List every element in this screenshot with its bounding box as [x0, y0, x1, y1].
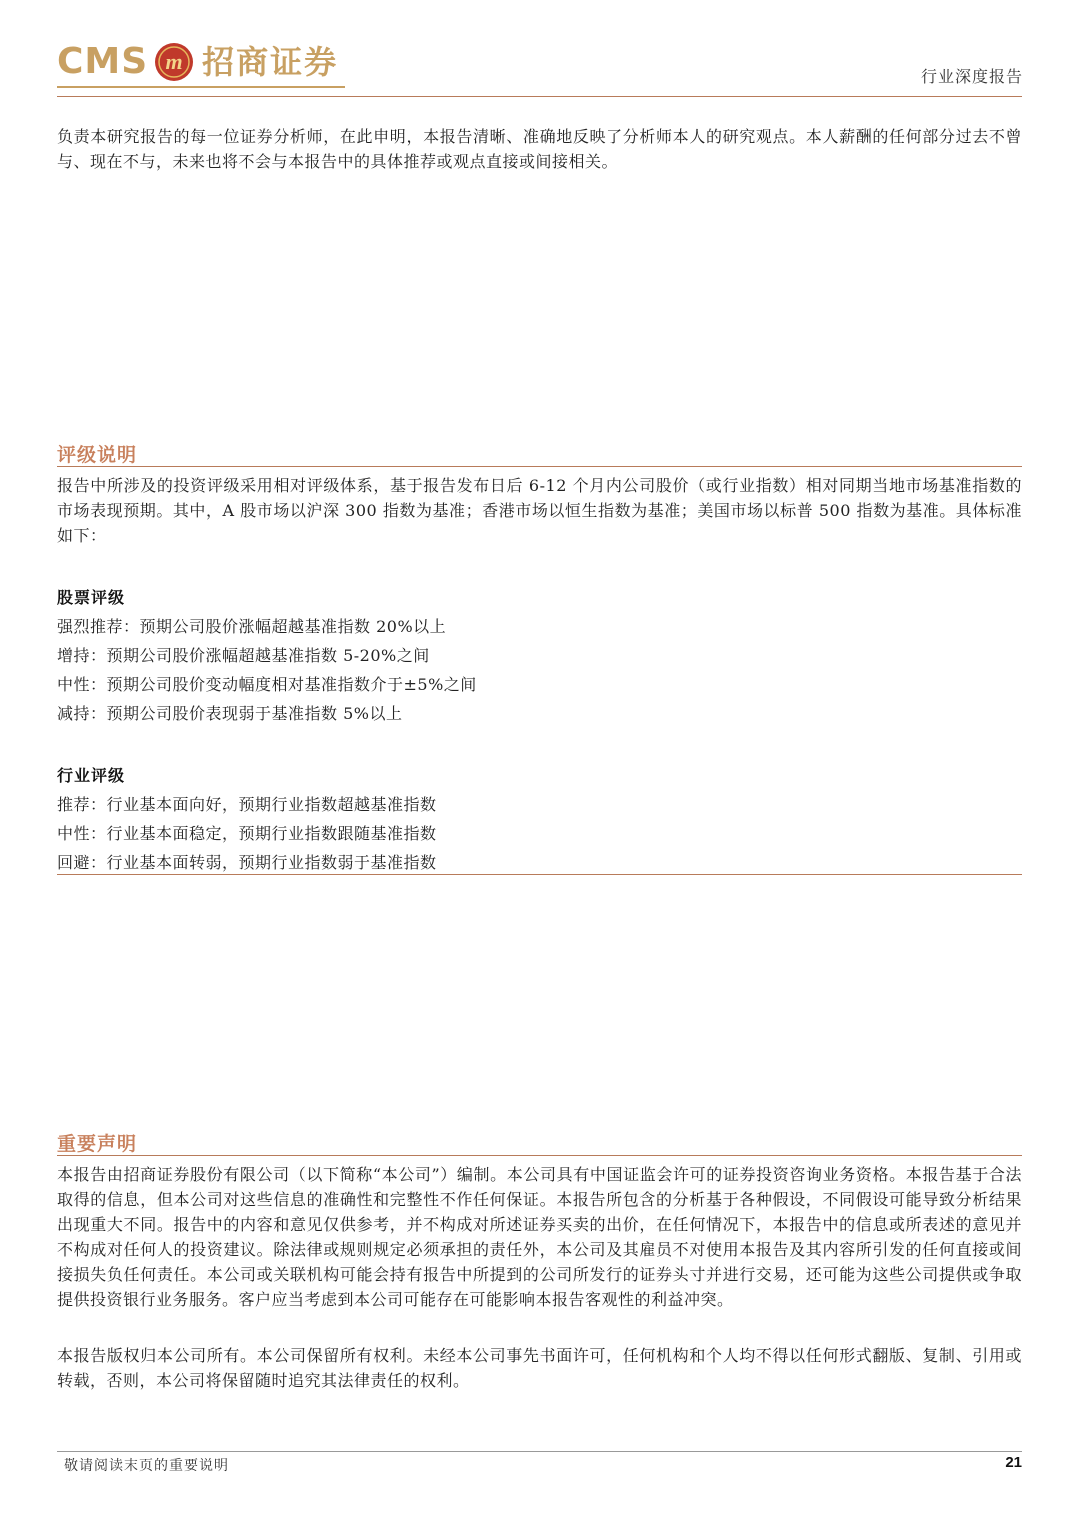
- rating-section-bottom-divider: [57, 874, 1022, 875]
- disclaimer-section-title: 重要声明: [57, 1133, 138, 1155]
- stock-rating-item: 减持：预期公司股价表现弱于基准指数 5%以上: [57, 704, 403, 723]
- stock-rating-title: 股票评级: [57, 588, 126, 607]
- logo-underline: [57, 86, 345, 88]
- report-type-label: 行业深度报告: [920, 67, 1023, 86]
- disclaimer-section-divider: [57, 1155, 1022, 1156]
- stock-rating-item: 中性：预期公司股价变动幅度相对基准指数介于±5%之间: [57, 675, 477, 694]
- industry-rating-item: 中性：行业基本面稳定，预期行业指数跟随基准指数: [57, 824, 437, 843]
- analyst-statement: 负责本研究报告的每一位证券分析师，在此申明，本报告清晰、准确地反映了分析师本人的研究观点。本人薪酬的任何部分过去不曾与、现在不与，未来也将不会与本报告中的具体推荐或观点直接或间接相关。: [57, 127, 1022, 171]
- rating-section-title: 评级说明: [57, 444, 138, 466]
- page-number: 21: [1005, 1454, 1022, 1471]
- logo-emblem-letter: m: [165, 49, 183, 74]
- stock-rating-item: 强烈推荐：预期公司股价涨幅超越基准指数 20%以上: [57, 617, 447, 636]
- disclaimer-paragraph-1: 本报告由招商证券股份有限公司（以下简称“本公司”）编制。本公司具有中国证监会许可的证券投资咨询业务资格。本报告基于合法取得的信息，但本公司对这些信息的准确性和完整性不作任何保证。本报告所包含的分析基于各种假设，不同假设可能导致分析结果出现重大不同。报告中的内容和意见仅供参考，并不构成对所述证券买卖的出价，在任何情况下，本报告中的信息或所表述的意见并不构成对任何人的投资建议。除法律或规则规定必须承担的责任外，本公司及其雇员不对使用本报告及其内容所引发的任何直接或间接损失负任何责任。本公司或关联机构可能会持有报告中所提到的公司所发行的证券头寸并进行交易，还可能为这些公司提供或争取提供投资银行业务服务。客户应当考虑到本公司可能存在可能影响本报告客观性的利益冲突。: [57, 1165, 1022, 1309]
- rating-intro: 报告中所涉及的投资评级采用相对评级体系，基于报告发布日后 6-12 个月内公司股价（或行业指数）相对同期当地市场基准指数的市场表现预期。其中，A 股市场以沪深 300 指数为基准；香港市场以恒生指数为基准；美国市场以标普 500 指数为基准。具体标准如下：: [57, 476, 1022, 545]
- stock-rating-item: 增持：预期公司股价涨幅超越基准指数 5-20%之间: [57, 646, 430, 665]
- industry-rating-title: 行业评级: [57, 766, 126, 785]
- footer-divider: [57, 1451, 1022, 1452]
- footer-note: 敬请阅读末页的重要说明: [64, 1458, 229, 1474]
- logo-chinese-name: 招商证券: [202, 43, 339, 81]
- industry-rating-item: 推荐：行业基本面向好，预期行业指数超越基准指数: [57, 795, 437, 814]
- logo-cms-text: CMS: [57, 41, 149, 82]
- industry-rating-item: 回避：行业基本面转弱，预期行业指数弱于基准指数: [57, 853, 437, 872]
- disclaimer-paragraph-2: 本报告版权归本公司所有。本公司保留所有权利。未经本公司事先书面许可，任何机构和个人均不得以任何形式翻版、复制、引用或转载，否则，本公司将保留随时追究其法律责任的权利。: [57, 1346, 1022, 1390]
- logo-emblem-icon: [154, 42, 194, 82]
- rating-section-divider: [57, 466, 1022, 467]
- header-divider: [57, 96, 1022, 97]
- company-logo: [57, 38, 338, 86]
